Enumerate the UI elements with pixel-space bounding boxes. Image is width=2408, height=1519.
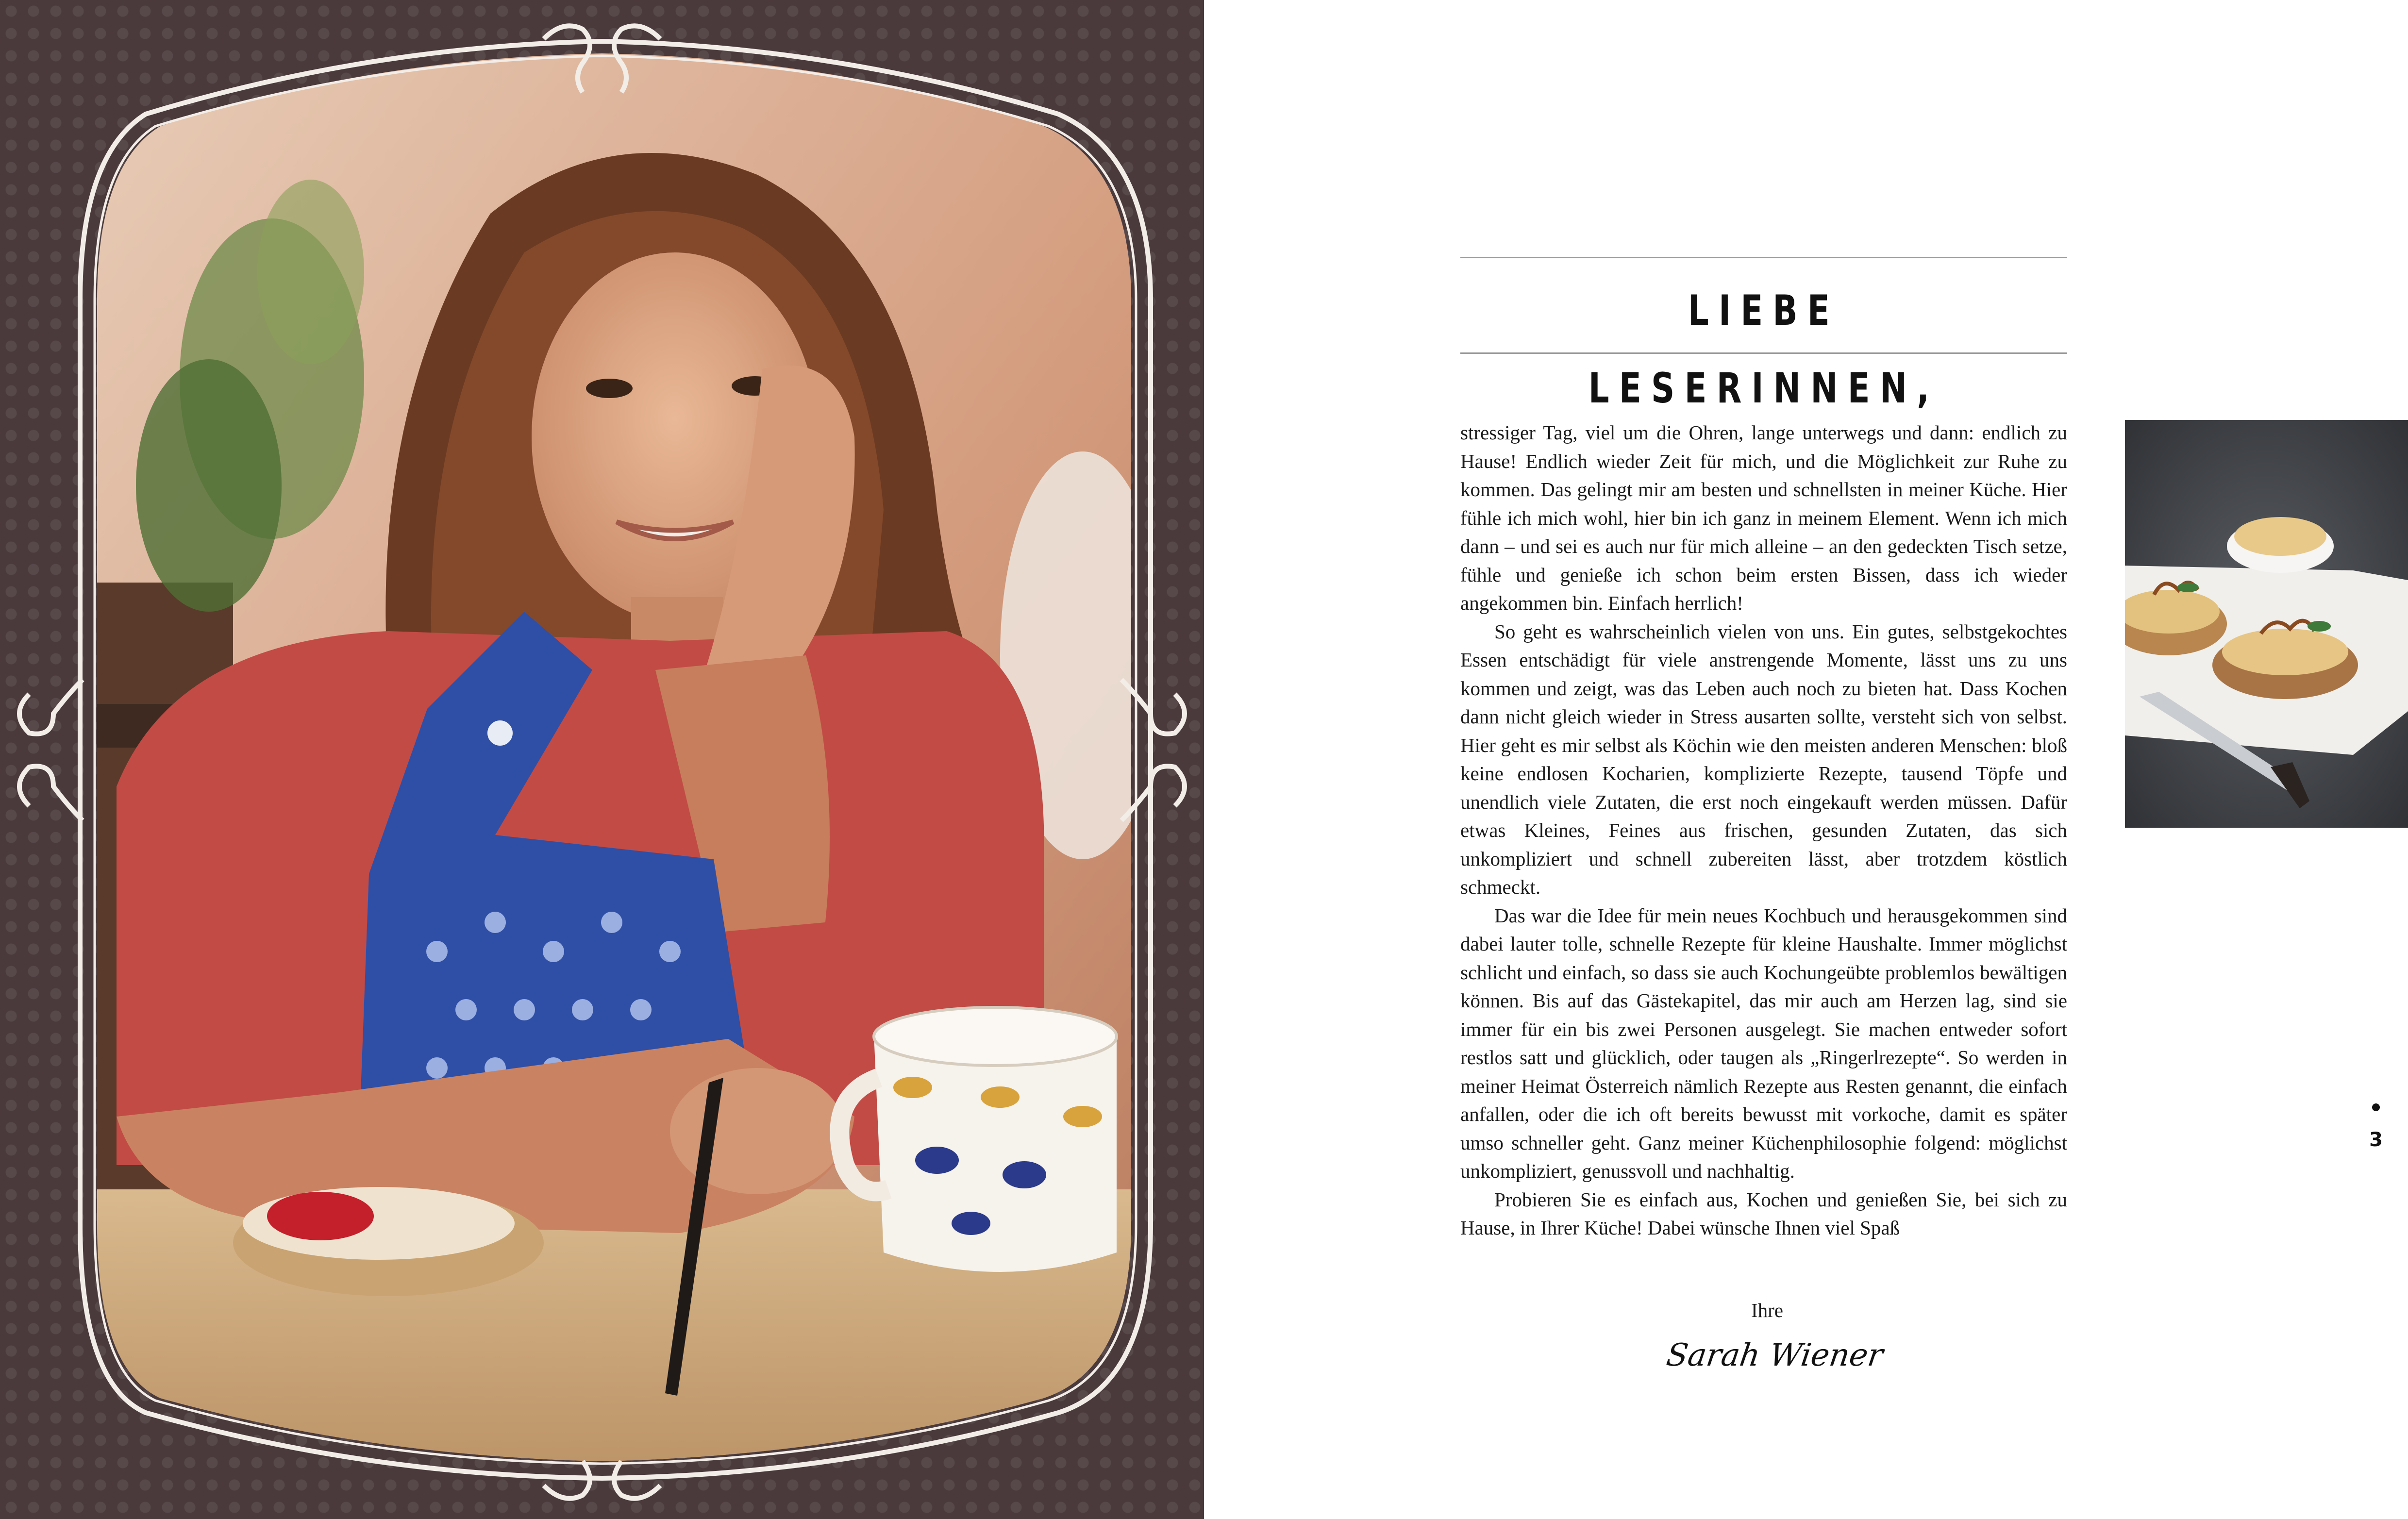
paragraph-3: Das war die Idee für mein neues Kochbuch und herausgekommen sind dabei lauter tolle, schnelle Rezepte für kleine Haushalte. Immer möglichst schlicht und einfach, so dass sie auch Kochungeübte problemlos bewältigen können. Bis auf das Gästekapitel, das mir auch am Herzen lag, sind sie immer für ein bis zwei Personen ausgelegt. Sie machen entweder sofort restlos satt und glücklich, oder taugen als „Ringerlrezepte“. So werden in meiner Heimat Österreich nämlich Rezepte aus Resten genannt, die einfach anfallen, oder die ich oft bereits bewusst mit vorkoche, damit es später umso schneller geht. Ganz meiner Küchenphilosophie folgend: möglichst unkompliziert, genussvoll und nachhaltig. bbox=[1460, 904, 2067, 1182]
paragraph-1: stressiger Tag, viel um die Ohren, lange unterwegs und dann: endlich zu Hause! Endlich wieder Zeit für mich, und die Möglichkeit zur Ruhe zu kommen. Das gelingt mir am besten und schnellsten in meiner Küche. Hier fühle ich mich wohl, hier bin ich ganz in meinem Element. Wenn ich mich dann – und sei es auch nur für mich alleine – an den gedeckten Tisch setze, fühle und genieße ich schon beim ersten Bissen, dass ich wieder angekommen bin. Einfach herrlich! bbox=[1460, 421, 2067, 614]
svg-text:Sarah Wiener: Sarah Wiener bbox=[1664, 1337, 1886, 1373]
paragraph-2: So geht es wahrscheinlich vielen von uns. Ein gutes, selbstgekochtes Essen entschädigt für viele anstrengende Momente, lässt uns zu uns kommen und zeigt, was das Leben auch noch zu bieten hat. Dass Kochen dann nicht gleich wieder in Stress ausarten sollte, versteht sich von selbst. Hier geht es mir selbst als Köchin wie den meisten anderen Menschen: bloß keine endlosen Kocharien, komplizierte Rezepte, tausend Töpfe und unendlich viele Zutaten, die erst noch eingekauft werden müssen. Dafür etwas Kleines, Feines aus frischen, gesunden Zutaten, das sich unkompliziert und schnell zubereiten lässt, aber trotzdem köstlich schmeckt. bbox=[1460, 620, 2067, 898]
page-title: LIEBE LESERINNEN, bbox=[1588, 286, 1940, 413]
page-number: 3 bbox=[2369, 1129, 2383, 1151]
paragraph-4: Probieren Sie es einfach aus, Kochen und genießen Sie, bei sich zu Hause, in Ihrer Küche! Dabei wünsche Ihnen viel Spaß bbox=[1460, 1188, 2067, 1239]
signature bbox=[1639, 1323, 1910, 1381]
food-photo bbox=[2125, 420, 2408, 828]
page-marker-dot bbox=[2372, 1103, 2380, 1111]
right-page bbox=[1204, 0, 2408, 1519]
heading-top-rule bbox=[1460, 257, 2067, 258]
letter-body bbox=[1460, 418, 2067, 1242]
heading-bottom-rule bbox=[1460, 352, 2067, 354]
signoff: Ihre bbox=[1751, 1299, 1783, 1321]
